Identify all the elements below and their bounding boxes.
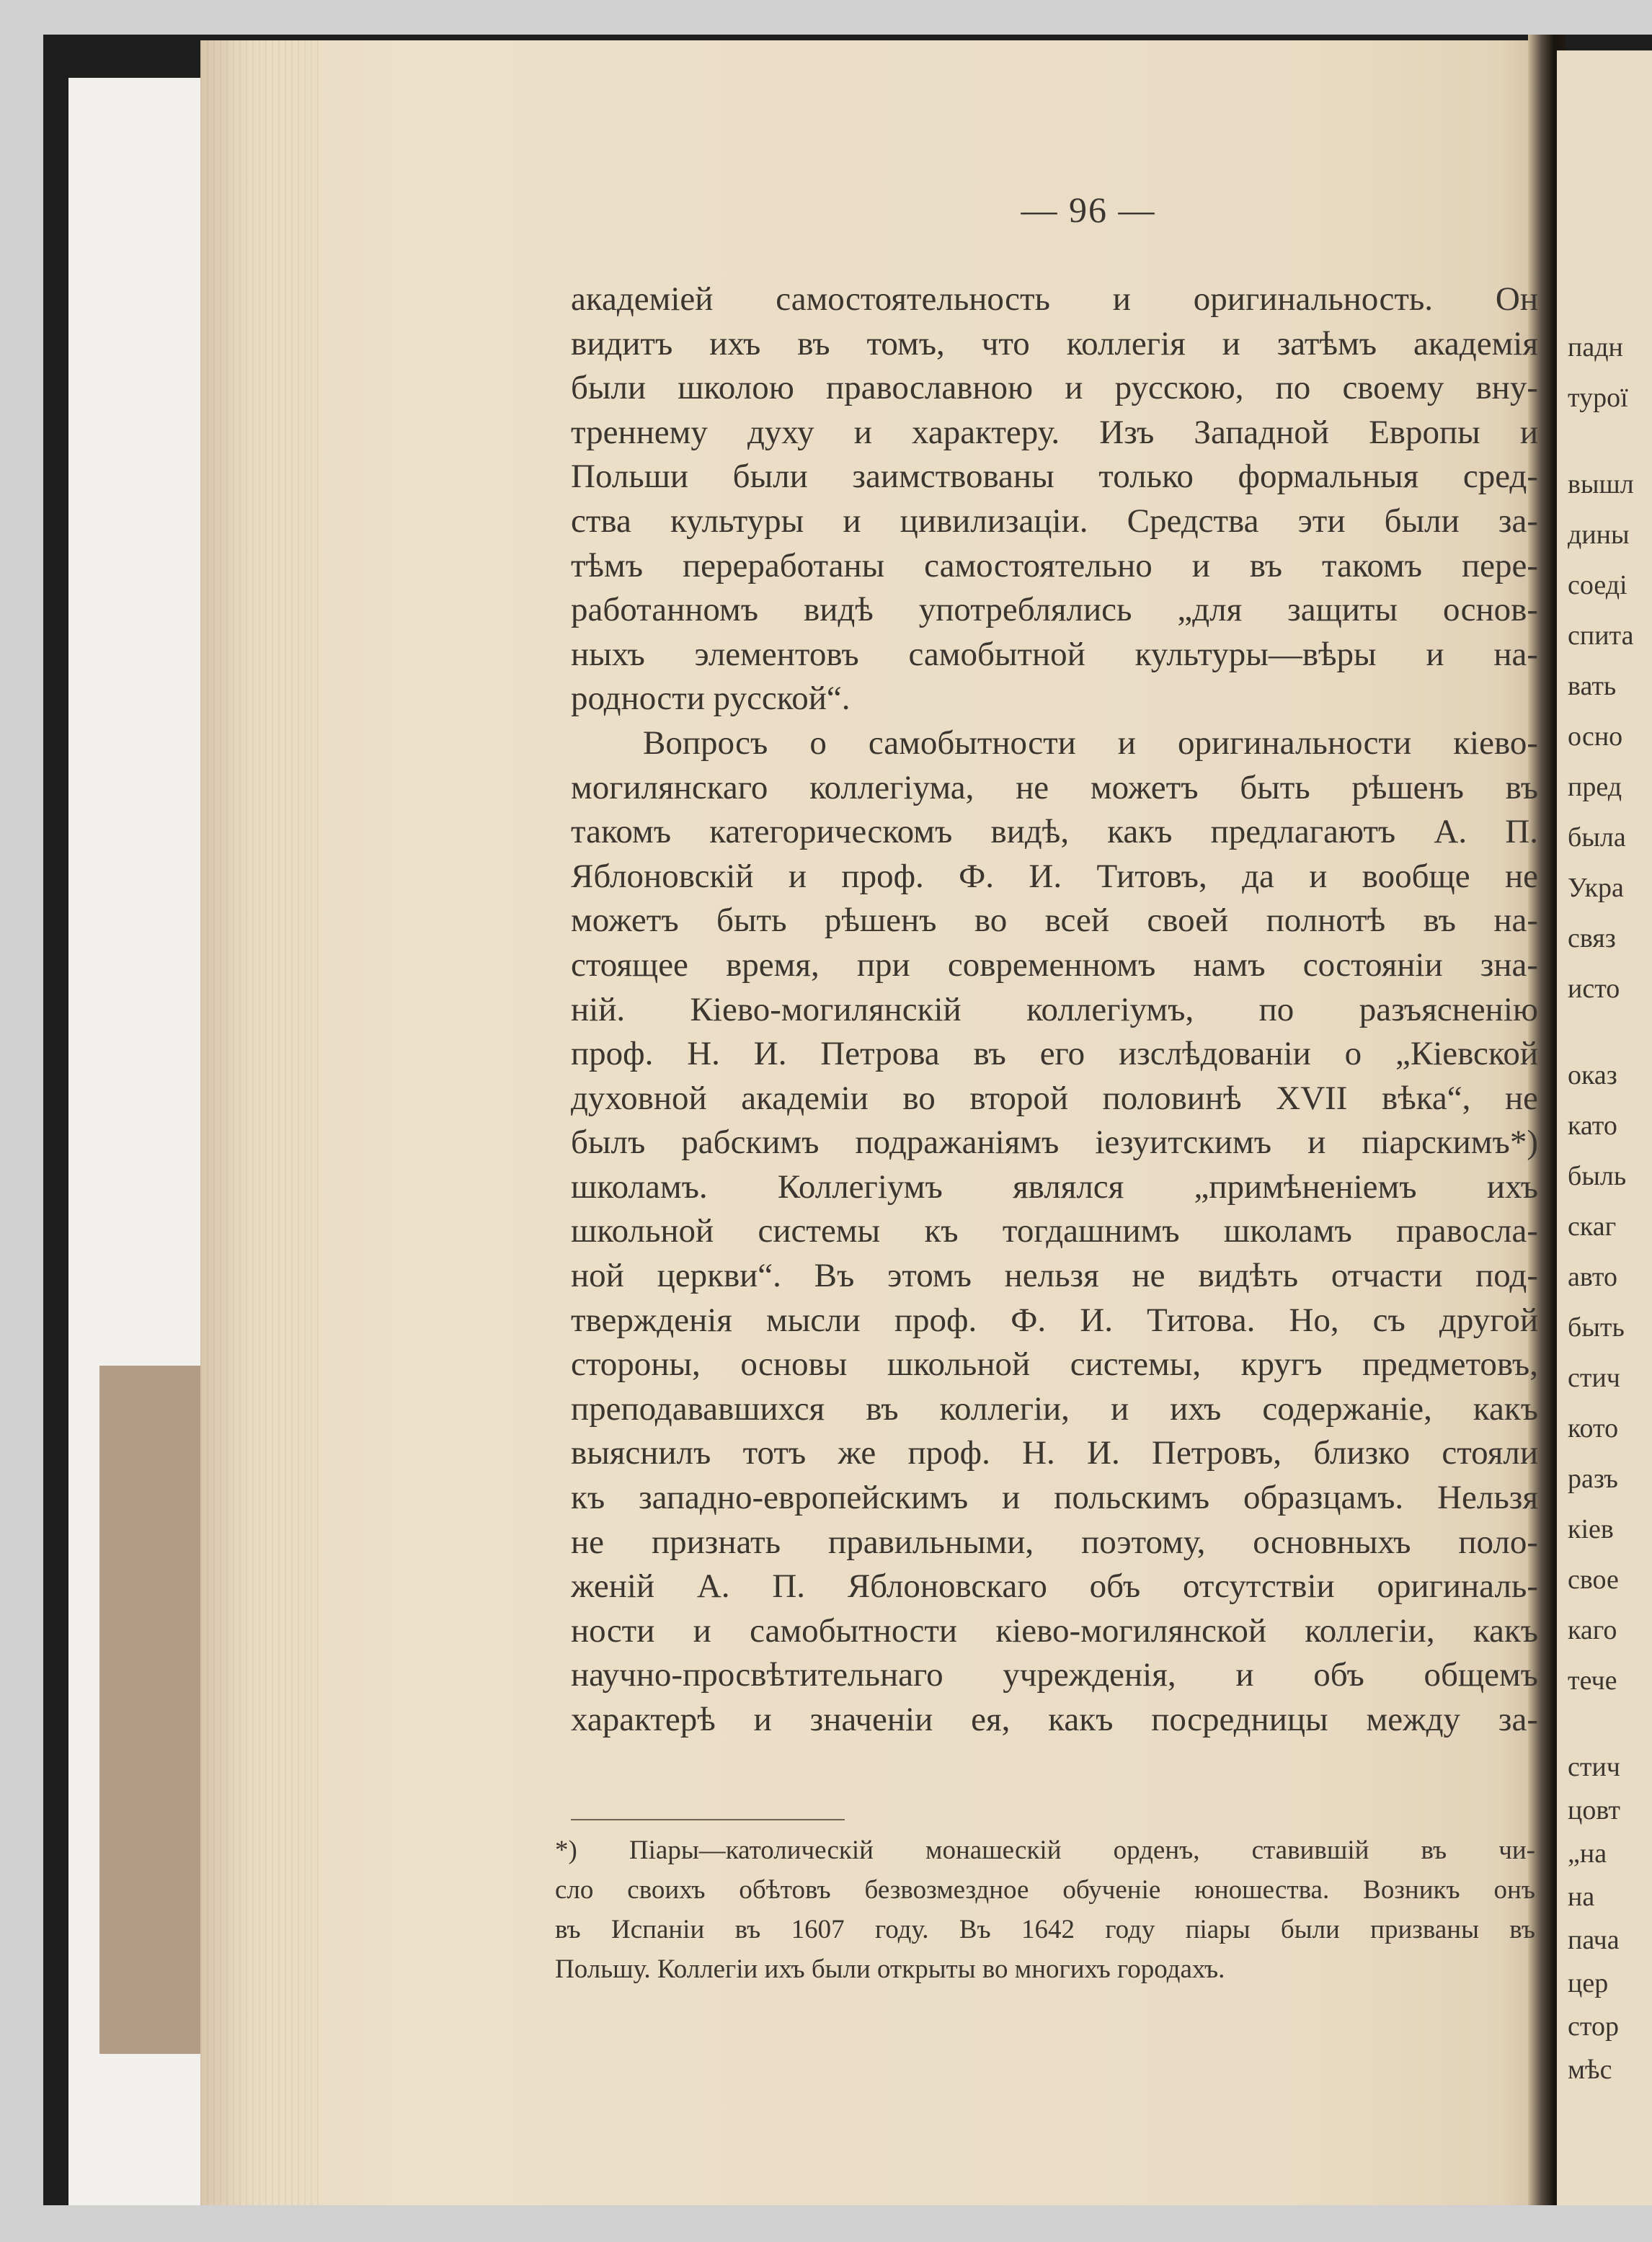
body-line: ности и самобытности кіево-могилянской коллегіи, какъ	[571, 1611, 1538, 1650]
facing-page-line: спита	[1568, 620, 1634, 651]
body-line: ства культуры и цивилизаціи. Средства эти были за-	[571, 502, 1538, 540]
facing-page-line: стич	[1568, 1363, 1620, 1393]
facing-page-fragment	[1557, 50, 1652, 2205]
body-line: ній. Кіево-могилянскій коллегіумъ, по разъясненію	[571, 990, 1538, 1028]
body-line: проф. Н. И. Петрова въ его изслѣдованіи о „Кіевской	[571, 1035, 1538, 1073]
body-line: можетъ быть рѣшенъ во всей своей полнотѣ въ на-	[571, 902, 1538, 940]
facing-page-line: была	[1568, 822, 1626, 853]
facing-page-line: Укра	[1568, 873, 1624, 903]
facing-page-line: „на	[1568, 1838, 1607, 1869]
facing-page-line: оказ	[1568, 1060, 1617, 1090]
facing-page-line: пача	[1568, 1925, 1620, 1955]
body-line: ной церкви“. Въ этомъ нельзя не видѣть отчасти под-	[571, 1257, 1538, 1295]
footnote-line: въ Испаніи въ 1607 году. Въ 1642 году піары были призваны въ	[555, 1915, 1535, 1944]
body-line: выяснилъ тотъ же проф. Н. И. Петровъ, близко стояли	[571, 1434, 1538, 1472]
body-line: тѣмъ переработаны самостоятельно и въ такомъ пере-	[571, 546, 1538, 584]
main-text-block	[571, 277, 1538, 1812]
footnote-divider	[571, 1819, 845, 1820]
footnote-line: Польшу. Коллегіи ихъ были открыты во многихъ городахъ.	[555, 1954, 1225, 1984]
body-line: ныхъ элементовъ самобытной культуры—вѣры и на-	[571, 635, 1538, 673]
facing-page-line: быть	[1568, 1312, 1625, 1343]
facing-page-line: като	[1568, 1111, 1617, 1141]
facing-page-line: на	[1568, 1882, 1595, 1912]
body-line: школамъ. Коллегіумъ являлся „примѣненіемъ ихъ	[571, 1167, 1538, 1206]
body-line: Яблоновскій и проф. Ф. И. Титовъ, да и вообще не	[571, 857, 1538, 895]
body-line: твержденія мысли проф. Ф. И. Титова. Но, съ другой	[571, 1301, 1538, 1339]
facing-page-line: тече	[1568, 1665, 1617, 1696]
body-line: были школою православною и русскою, по своему вну-	[571, 369, 1538, 407]
facing-page-line: турої	[1568, 383, 1628, 413]
footnote-line: *) Піары—католическій монашескій орденъ, ставившій въ чи-	[555, 1836, 1535, 1865]
body-line: работанномъ видѣ употреблялись „для защиты основ-	[571, 591, 1538, 629]
facing-page-line: дины	[1568, 520, 1630, 550]
body-line: къ западно-европейскимъ и польскимъ образцамъ. Нельзя	[571, 1479, 1538, 1517]
body-line: преподававшихся въ коллегіи, и ихъ содержаніе, какъ	[571, 1389, 1538, 1428]
body-line: стоящее время, при современномъ намъ состояніи зна-	[571, 946, 1538, 984]
body-line: женій А. П. Яблоновскаго объ отсутствіи оригиналь-	[571, 1567, 1538, 1606]
facing-page-line: разъ	[1568, 1464, 1618, 1494]
body-line: стороны, основы школьной системы, кругъ предметовъ,	[571, 1345, 1538, 1384]
page-edge-stack	[200, 40, 323, 2205]
facing-page-line: стор	[1568, 2011, 1619, 2042]
body-line: видитъ ихъ въ томъ, что коллегія и затѣмъ академія	[571, 324, 1538, 362]
body-line: научно-просвѣтительнаго учрежденія, и объ общемъ	[571, 1656, 1538, 1694]
facing-page-line: падн	[1568, 332, 1623, 362]
facing-page-line: свое	[1568, 1565, 1619, 1595]
body-line: такомъ категорическомъ видѣ, какъ предлагаютъ А. П.	[571, 813, 1538, 851]
body-line: Вопросъ о самобытности и оригинальности кіево-	[643, 724, 1538, 762]
footnote-line: сло своихъ обѣтовъ безвозмездное обученіе юношества. Возникъ онъ	[555, 1875, 1535, 1905]
facing-page-line: каго	[1568, 1615, 1617, 1645]
footnote-block	[555, 1830, 1535, 2003]
facing-page-line: вать	[1568, 671, 1617, 701]
page-number: — 96 —	[1021, 190, 1156, 230]
facing-page-line: связ	[1568, 923, 1616, 953]
facing-page-line: осно	[1568, 721, 1623, 752]
facing-page-line: скаг	[1568, 1211, 1617, 1242]
facing-page-line: пред	[1568, 772, 1622, 802]
tan-paper-strip	[99, 1366, 200, 2054]
body-line: духовной академіи во второй половинѣ XVII вѣка“, не	[571, 1079, 1538, 1117]
facing-page-line: соеді	[1568, 570, 1627, 600]
facing-page-line: мѣс	[1568, 2055, 1612, 2085]
body-line: не признать правильными, поэтому, основныхъ поло-	[571, 1523, 1538, 1561]
body-line: треннему духу и характеру. Изъ Западной Европы и	[571, 413, 1538, 451]
body-line: былъ рабскимъ подражаніямъ іезуитскимъ и піарскимъ*)	[571, 1124, 1538, 1162]
body-line: могилянскаго коллегіума, не можетъ быть рѣшенъ въ	[571, 768, 1538, 806]
facing-page-line: стич	[1568, 1752, 1620, 1782]
body-line: академіей самостоятельность и оригинальность. Он	[571, 280, 1538, 318]
facing-page-line: быль	[1568, 1161, 1627, 1191]
body-line: Польши были заимствованы только формальныя сред-	[571, 458, 1538, 496]
body-line: школьной системы къ тогдашнимъ школамъ правосла-	[571, 1212, 1538, 1250]
facing-page-line: кіев	[1568, 1514, 1614, 1544]
facing-page-line: исто	[1568, 974, 1620, 1004]
facing-page-line: цовт	[1568, 1795, 1620, 1825]
facing-page-line: авто	[1568, 1262, 1617, 1292]
facing-page-line: вышл	[1568, 469, 1634, 499]
body-line: характерѣ и значеніи ея, какъ посредницы между за-	[571, 1701, 1538, 1738]
facing-page-line: кото	[1568, 1413, 1619, 1443]
body-line: родности русской“.	[571, 680, 851, 718]
facing-page-line: цер	[1568, 1968, 1609, 1998]
